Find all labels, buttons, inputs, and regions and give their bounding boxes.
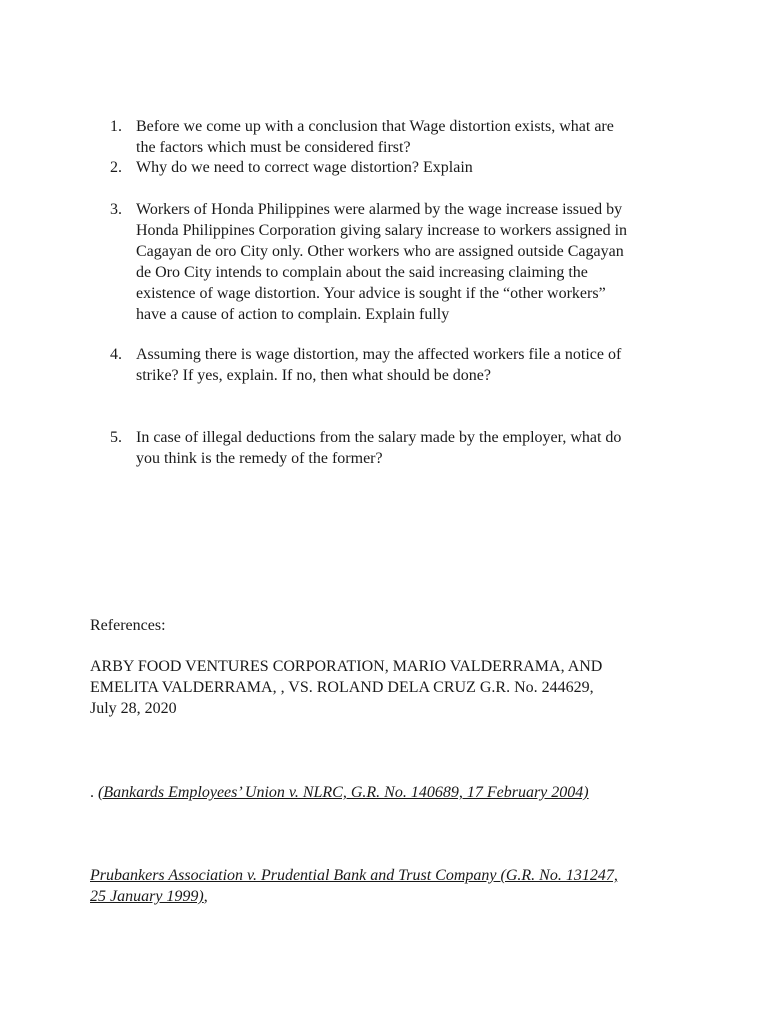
question-text: Workers of Honda Philippines were alarmed by the wage increase issued by Honda Philippines Corporation giving salary increase to workers assigned in Cagayan de oro City only. Other workers who are assigned outside Cagayan de Oro City intends to complain about the said increasing claiming the existence of wage distortion. Your advice is sought if the “other workers” have a cause of action to complain. Explain fully bbox=[136, 201, 628, 323]
question-number: 3. bbox=[110, 201, 122, 218]
question-number: 4. bbox=[110, 346, 122, 363]
question-text: Assuming there is wage distortion, may the affected workers file a notice of strike? If yes, explain. If no, then what should be done? bbox=[136, 346, 622, 384]
question-2 bbox=[110, 157, 678, 178]
question-number: 5. bbox=[110, 429, 122, 446]
reference-prubankers bbox=[90, 844, 678, 907]
question-5 bbox=[110, 427, 678, 469]
reference-suffix: , bbox=[203, 888, 208, 905]
question-text: In case of illegal deductions from the salary made by the employer, what do you think is the remedy of the former? bbox=[136, 429, 622, 467]
question-1 bbox=[110, 116, 678, 158]
reference-link-prubankers[interactable]: Prubankers Association v. Prudential Bank and Trust Company (G.R. No. 131247, 25 January 1999) bbox=[90, 867, 618, 905]
question-number: 2. bbox=[110, 159, 122, 176]
question-text: Why do we need to correct wage distortion? Explain bbox=[136, 159, 473, 176]
reference-arby-food: ARBY FOOD VENTURES CORPORATION, MARIO VALDERRAMA, AND EMELITA VALDERRAMA, , VS. ROLAND DELA CRUZ G.R. No. 244629, July 28, 2020 bbox=[90, 658, 603, 717]
reference-prefix: . bbox=[90, 784, 98, 801]
question-number: 1. bbox=[110, 118, 122, 135]
reference-link-bankards[interactable]: (Bankards Employees’ Union v. NLRC, G.R. No. 140689, 17 February 2004) bbox=[98, 784, 589, 801]
question-4 bbox=[110, 344, 678, 386]
question-text: Before we come up with a conclusion that Wage distortion exists, what are the factors which must be considered first? bbox=[136, 118, 614, 156]
references-heading: References: bbox=[90, 617, 166, 634]
question-3 bbox=[110, 199, 678, 325]
reference-bankards bbox=[90, 761, 678, 803]
